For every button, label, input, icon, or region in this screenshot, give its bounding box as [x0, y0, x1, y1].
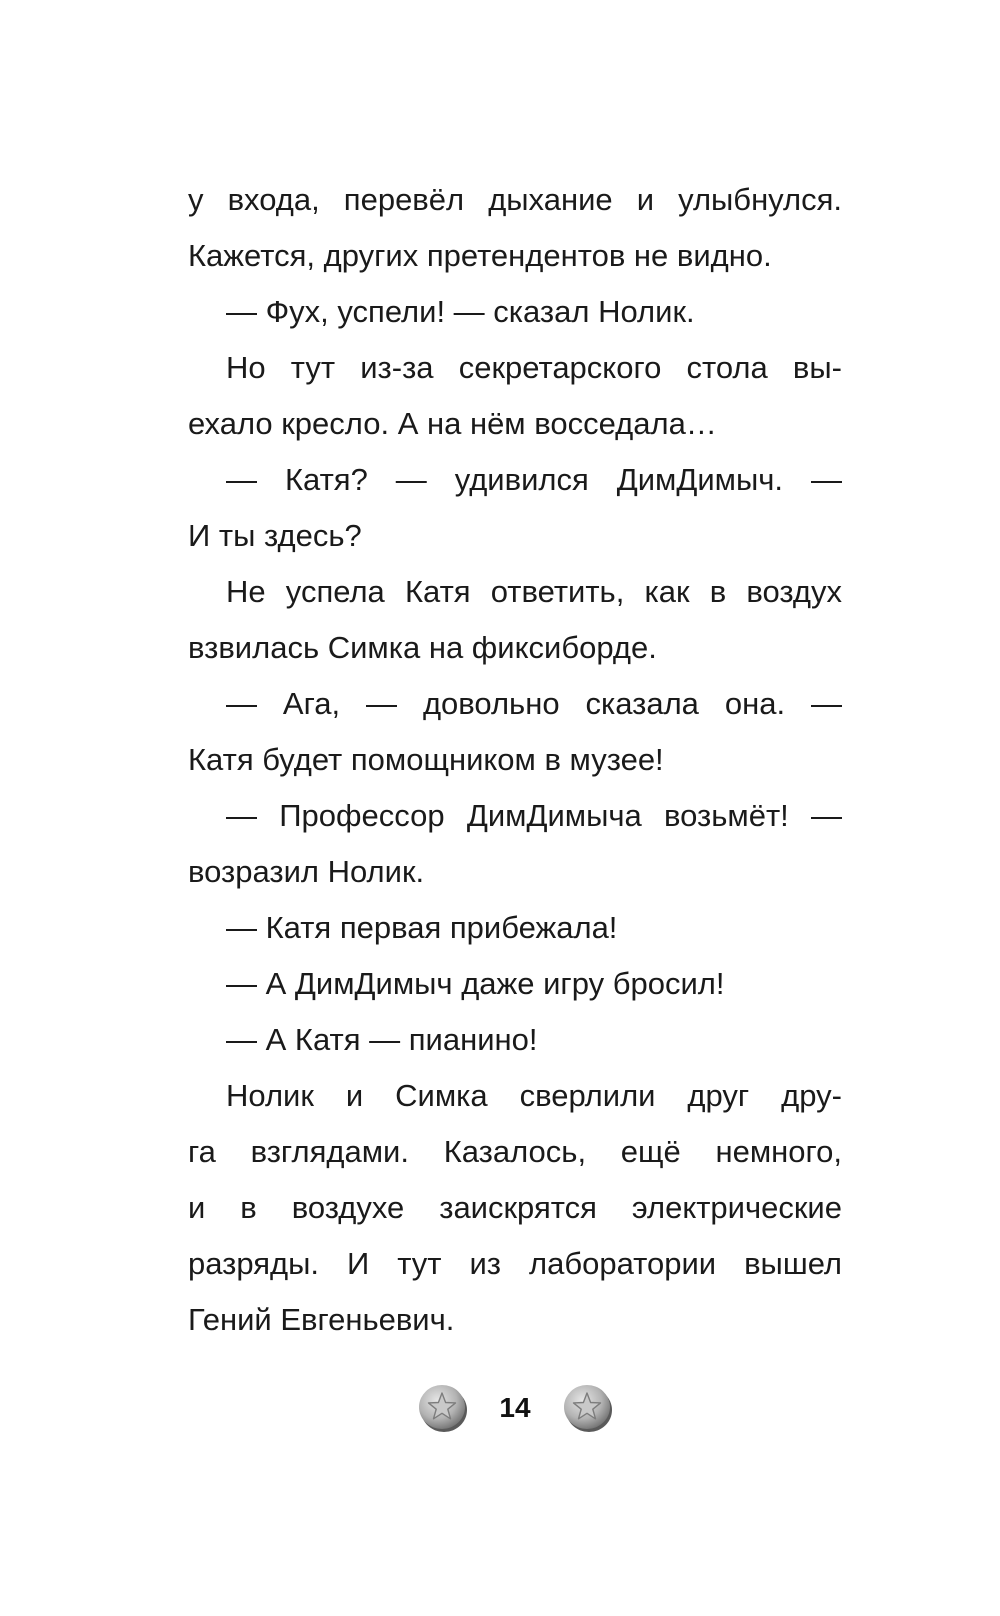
text-line: Катя будет помощником в музее! — [188, 742, 664, 777]
text-column — [188, 172, 842, 1348]
text-line: и в воздухе заискрятся электрические — [188, 1190, 842, 1225]
text-line: разряды. И тут из лаборатории вышел — [188, 1246, 842, 1281]
text-line: — Катя? — удивился ДимДимыч. — — [226, 462, 842, 497]
text-line: — Фух, успели! — сказал Нолик. — [226, 294, 695, 329]
star-coin-icon — [417, 1382, 469, 1434]
page-footer — [0, 1382, 1000, 1434]
text-line: взвилась Симка на фиксиборде. — [188, 630, 657, 665]
text-line: га взглядами. Казалось, ещё немного, — [188, 1134, 842, 1169]
text-line: — А ДимДимыч даже игру бросил! — [226, 966, 725, 1001]
text-line: — А Катя — пианино! — [226, 1022, 538, 1057]
text-line: возразил Нолик. — [188, 854, 425, 889]
text-line: И ты здесь? — [188, 518, 362, 553]
text-line: ехало кресло. А на нём восседала… — [188, 406, 717, 441]
text-line: — Ага, — довольно сказала она. — — [226, 686, 842, 721]
text-line: Гений Евгеньевич. — [188, 1302, 455, 1337]
text-line: Но тут из-за секретарского стола вы- — [226, 350, 842, 385]
text-line: — Катя первая прибежала! — [226, 910, 618, 945]
text-line: Кажется, других претендентов не видно. — [188, 238, 772, 273]
text-line: Нолик и Симка сверлили друг дру- — [226, 1078, 842, 1113]
text-line: у входа, перевёл дыхание и улыбнулся. — [188, 182, 842, 217]
text-line: — Профессор ДимДимыча возьмёт! — — [226, 798, 842, 833]
page-number: 14 — [499, 1392, 531, 1423]
star-coin-icon — [562, 1382, 614, 1434]
text-line: Не успела Катя ответить, как в воздух — [226, 574, 842, 609]
